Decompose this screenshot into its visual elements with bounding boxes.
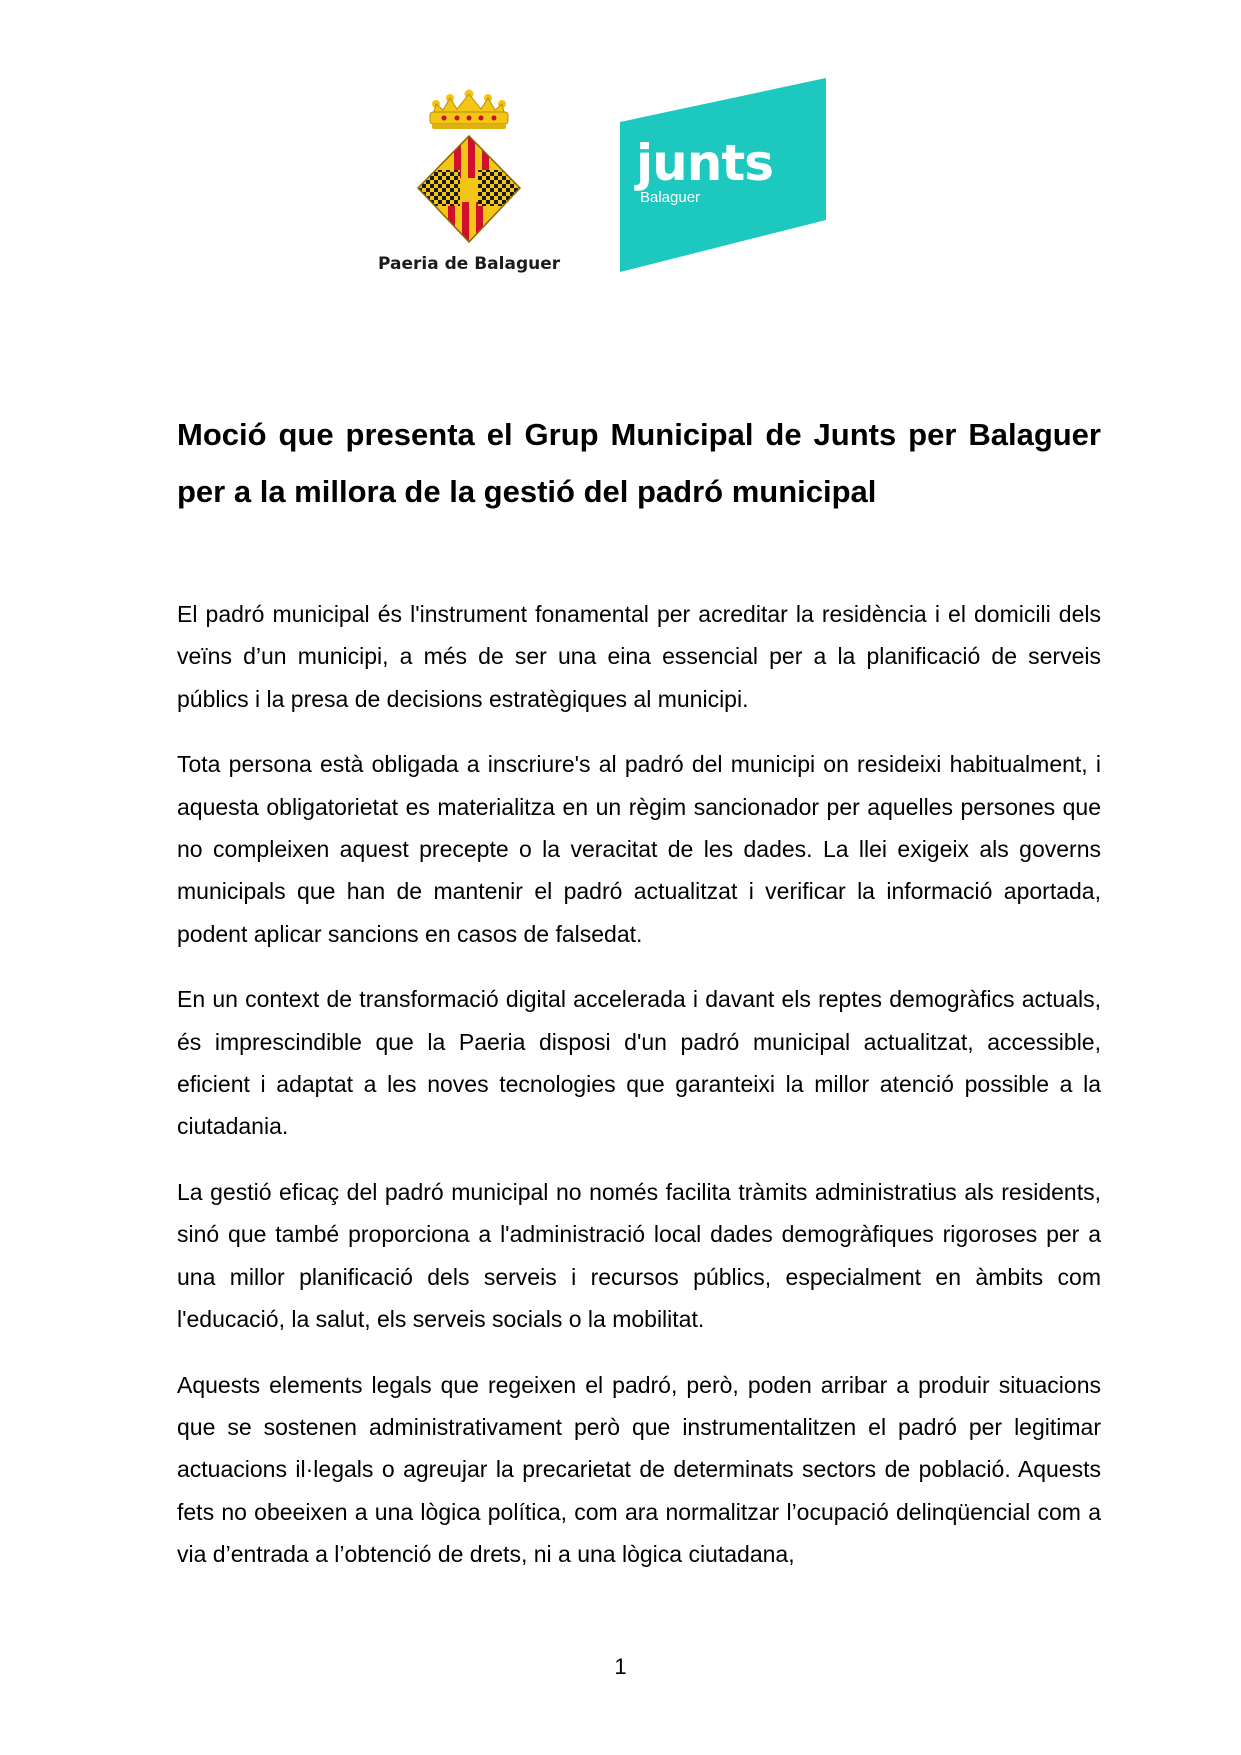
junts-logo-word: junts (636, 134, 773, 192)
header-logos (0, 0, 1241, 300)
paragraph: El padró municipal és l'instrument fonamental per acreditar la residència i el domicili dels veïns d’un municipi, a més de ser una eina essencial per a la planificació de serveis públics i la presa de decisions estratègiques al municipi. (177, 601, 1101, 712)
paragraph: En un context de transformació digital accelerada i davant els reptes demogràfics actuals, és imprescindible que la Paeria disposi d'un padró municipal actualitzat, accessible, eficient i adaptat a les noves tecnologies que garanteixi la millor atenció possible a la ciutadania. (177, 986, 1101, 1140)
crest-caption: Paeria de Balaguer (378, 254, 561, 274)
page-number: 1 (614, 1654, 627, 1679)
paragraph: Tota persona està obligada a inscriure's al padró del municipi on resideixi habitualment, i aquesta obligatorietat es materialitza en un règim sancionador per aquelles persones que no compleixen aquest precepte o la veracitat de les dades. La llei exigeix als governs municipals que han de mantenir el padró actualitzat i verificar la informació aportada, podent aplicar sancions en casos de falsedat. (177, 751, 1101, 947)
document-body (177, 593, 1101, 1599)
junts-logo-sub: Balaguer (640, 189, 701, 206)
coat-of-arms-icon (410, 84, 528, 254)
paragraph: La gestió eficaç del padró municipal no només facilita tràmits administratius als residents, sinó que també proporciona a l'administració local dades demogràfiques rigoroses per a una millor planificació dels serveis i recursos públics, especialment en àmbits com l'educació, la salut, els serveis socials o la mobilitat. (177, 1178, 1101, 1333)
document-title: Moció que presenta el Grup Municipal de Junts per Balaguer per a la millora de la gestió del padró municipal (177, 417, 1101, 509)
crown-icon (430, 90, 508, 130)
paragraph: Aquests elements legals que regeixen el padró, però, poden arribar a produir situacions que se sostenen administrativament però que instrumentalitzen el padró per legitimar actuacions il·legals o agreujar la precarietat de determinats sectors de població. Aquests fets no obeeixen a una lògica política, com ara normalitzar l’ocupació delinqüencial com a via d’entrada a l’obtenció de drets, ni a una lògica ciutadana, (177, 1371, 1101, 1568)
